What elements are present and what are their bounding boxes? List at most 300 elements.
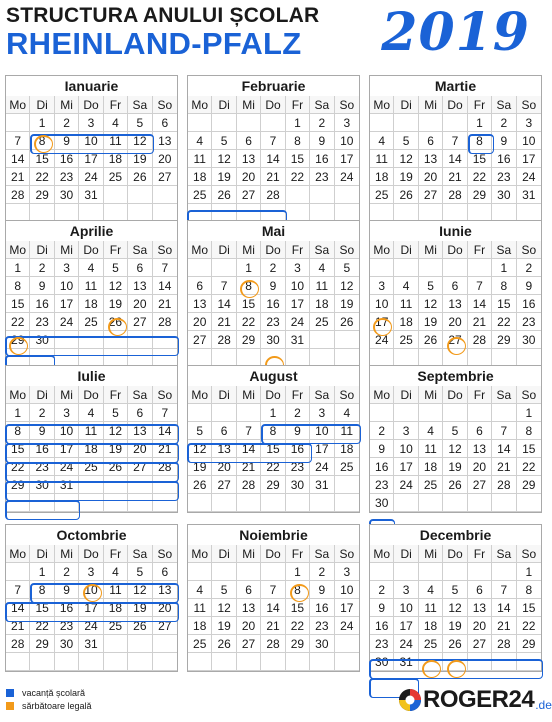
empty-cell <box>419 114 443 132</box>
empty-cell <box>517 653 541 671</box>
weekday-header: Fr <box>468 241 492 259</box>
day-cell: 9 <box>310 581 334 599</box>
day-cell: 4 <box>188 132 212 150</box>
month-martie <box>369 75 542 223</box>
day-cell: 8 <box>30 581 54 599</box>
day-cell: 14 <box>261 150 285 168</box>
empty-cell <box>55 653 79 671</box>
day-cell: 20 <box>237 168 261 186</box>
day-cell: 1 <box>237 259 261 277</box>
day-cell: 24 <box>79 168 103 186</box>
empty-cell <box>128 635 152 653</box>
day-cell: 2 <box>370 422 394 440</box>
day-cell: 14 <box>153 422 177 440</box>
empty-cell <box>212 494 236 512</box>
day-cell: 26 <box>104 458 128 476</box>
day-cell: 10 <box>335 132 359 150</box>
empty-cell <box>153 494 177 512</box>
weekday-header: Do <box>79 545 103 563</box>
weekday-header: Sa <box>128 96 152 114</box>
day-cell: 7 <box>492 422 516 440</box>
empty-cell <box>212 114 236 132</box>
page-title: STRUCTURA ANULUI ȘCOLAR <box>6 4 320 27</box>
day-cell: 6 <box>188 277 212 295</box>
day-cell: 4 <box>394 277 418 295</box>
day-cell: 23 <box>261 313 285 331</box>
weekday-header: Mo <box>370 386 394 404</box>
day-cell: 14 <box>6 599 30 617</box>
empty-cell <box>394 259 418 277</box>
empty-cell <box>335 476 359 494</box>
day-cell: 2 <box>310 114 334 132</box>
month-grid <box>6 545 177 671</box>
day-cell: 16 <box>30 295 54 313</box>
weekday-header: Sa <box>310 241 334 259</box>
weekday-header: Mo <box>188 241 212 259</box>
weekday-header: Mi <box>419 241 443 259</box>
empty-cell <box>55 494 79 512</box>
day-cell: 2 <box>310 563 334 581</box>
day-cell: 12 <box>212 150 236 168</box>
weekday-header: Fr <box>104 545 128 563</box>
empty-cell <box>6 653 30 671</box>
weekday-header: Do <box>443 545 467 563</box>
day-cell: 1 <box>492 259 516 277</box>
day-cell: 14 <box>237 440 261 458</box>
day-cell: 16 <box>492 150 516 168</box>
day-cell: 23 <box>370 476 394 494</box>
day-cell: 15 <box>6 440 30 458</box>
empty-cell <box>237 404 261 422</box>
empty-cell <box>443 114 467 132</box>
day-cell: 14 <box>261 599 285 617</box>
globe-logo-icon <box>398 688 422 712</box>
day-cell: 24 <box>517 168 541 186</box>
month-name: Februarie <box>241 78 306 94</box>
day-cell: 26 <box>443 635 467 653</box>
month-name: Iulie <box>77 368 106 384</box>
empty-cell <box>153 635 177 653</box>
day-cell: 20 <box>237 617 261 635</box>
day-cell: 28 <box>492 476 516 494</box>
day-cell: 27 <box>237 186 261 204</box>
day-cell: 24 <box>335 168 359 186</box>
day-cell: 20 <box>153 599 177 617</box>
weekday-header: Mi <box>237 241 261 259</box>
day-cell: 30 <box>55 186 79 204</box>
day-cell: 7 <box>443 132 467 150</box>
weekday-header: Fr <box>468 386 492 404</box>
day-cell: 3 <box>335 563 359 581</box>
day-cell: 17 <box>370 313 394 331</box>
day-cell: 9 <box>30 422 54 440</box>
empty-cell <box>212 563 236 581</box>
empty-cell <box>517 494 541 512</box>
weekday-header: Mi <box>55 96 79 114</box>
day-cell: 19 <box>188 458 212 476</box>
day-cell: 21 <box>492 458 516 476</box>
day-cell: 17 <box>55 295 79 313</box>
day-cell: 25 <box>370 186 394 204</box>
weekday-header: Di <box>212 241 236 259</box>
day-cell: 12 <box>443 599 467 617</box>
empty-cell <box>79 494 103 512</box>
day-cell: 30 <box>30 476 54 494</box>
empty-cell <box>335 186 359 204</box>
day-cell: 7 <box>153 259 177 277</box>
weekday-header: So <box>335 241 359 259</box>
empty-cell <box>128 653 152 671</box>
weekday-header: So <box>153 545 177 563</box>
day-cell: 11 <box>419 599 443 617</box>
month-aprilie <box>5 220 178 368</box>
day-cell: 21 <box>237 458 261 476</box>
day-cell: 8 <box>517 581 541 599</box>
day-cell: 29 <box>30 186 54 204</box>
weekday-header: Sa <box>492 545 516 563</box>
empty-cell <box>128 186 152 204</box>
empty-cell <box>188 114 212 132</box>
day-cell: 9 <box>492 132 516 150</box>
day-cell: 29 <box>261 476 285 494</box>
day-cell: 22 <box>492 313 516 331</box>
day-cell: 19 <box>212 617 236 635</box>
day-cell: 15 <box>261 440 285 458</box>
day-cell: 4 <box>79 404 103 422</box>
day-cell: 8 <box>237 277 261 295</box>
day-cell: 20 <box>468 458 492 476</box>
day-cell: 2 <box>30 259 54 277</box>
empty-cell <box>212 404 236 422</box>
day-cell: 17 <box>286 295 310 313</box>
day-cell: 12 <box>443 440 467 458</box>
day-cell: 11 <box>188 599 212 617</box>
empty-cell <box>188 563 212 581</box>
day-cell: 15 <box>30 150 54 168</box>
day-cell: 26 <box>212 635 236 653</box>
day-cell: 31 <box>55 476 79 494</box>
day-cell: 2 <box>286 404 310 422</box>
day-cell: 18 <box>79 440 103 458</box>
day-cell: 16 <box>310 599 334 617</box>
day-cell: 15 <box>286 599 310 617</box>
day-cell: 24 <box>335 617 359 635</box>
empty-cell <box>370 404 394 422</box>
empty-cell <box>261 563 285 581</box>
day-cell: 7 <box>6 581 30 599</box>
day-cell: 27 <box>128 313 152 331</box>
day-cell: 10 <box>310 422 334 440</box>
legend-item-holiday <box>6 699 92 712</box>
empty-cell <box>394 563 418 581</box>
empty-cell <box>394 494 418 512</box>
day-cell: 2 <box>30 404 54 422</box>
day-cell: 8 <box>468 132 492 150</box>
empty-cell <box>212 259 236 277</box>
weekday-header: Fr <box>286 241 310 259</box>
month-iulie <box>5 365 178 513</box>
weekday-header: Mi <box>419 545 443 563</box>
day-cell: 24 <box>286 313 310 331</box>
empty-cell <box>261 494 285 512</box>
month-name: Octombrie <box>56 527 127 543</box>
day-cell: 16 <box>310 150 334 168</box>
day-cell: 10 <box>79 132 103 150</box>
day-cell: 18 <box>419 617 443 635</box>
day-cell: 6 <box>419 132 443 150</box>
day-cell: 30 <box>261 331 285 349</box>
day-cell: 13 <box>468 599 492 617</box>
empty-cell <box>188 259 212 277</box>
weekday-header: Di <box>30 96 54 114</box>
year-label: 2019 <box>381 2 530 63</box>
month-grid <box>6 241 177 367</box>
day-cell: 16 <box>55 150 79 168</box>
weekday-header: Mo <box>188 96 212 114</box>
day-cell: 16 <box>30 440 54 458</box>
empty-cell <box>443 653 467 671</box>
weekday-header: Mo <box>6 386 30 404</box>
day-cell: 21 <box>153 440 177 458</box>
day-cell: 1 <box>6 259 30 277</box>
weekday-header: So <box>335 96 359 114</box>
day-cell: 13 <box>443 295 467 313</box>
day-cell: 7 <box>492 581 516 599</box>
day-cell: 29 <box>6 331 30 349</box>
day-cell: 19 <box>394 168 418 186</box>
day-cell: 14 <box>212 295 236 313</box>
day-cell: 3 <box>394 581 418 599</box>
day-cell: 29 <box>468 186 492 204</box>
empty-cell <box>79 476 103 494</box>
day-cell: 29 <box>517 635 541 653</box>
day-cell: 8 <box>6 422 30 440</box>
empty-cell <box>6 114 30 132</box>
day-cell: 25 <box>419 476 443 494</box>
weekday-header: Mi <box>55 386 79 404</box>
empty-cell <box>104 331 128 349</box>
day-cell: 3 <box>286 259 310 277</box>
day-cell: 22 <box>468 168 492 186</box>
empty-cell <box>370 563 394 581</box>
day-cell: 23 <box>310 617 334 635</box>
day-cell: 9 <box>370 599 394 617</box>
day-cell: 14 <box>153 277 177 295</box>
empty-cell <box>153 653 177 671</box>
day-cell: 27 <box>153 168 177 186</box>
empty-cell <box>6 563 30 581</box>
weekday-header: Mo <box>370 241 394 259</box>
day-cell: 14 <box>468 295 492 313</box>
day-cell: 2 <box>261 259 285 277</box>
empty-cell <box>237 653 261 671</box>
day-cell: 31 <box>286 331 310 349</box>
day-cell: 13 <box>188 295 212 313</box>
day-cell: 10 <box>335 581 359 599</box>
day-cell: 12 <box>212 599 236 617</box>
empty-cell <box>468 563 492 581</box>
empty-cell <box>468 494 492 512</box>
day-cell: 28 <box>153 313 177 331</box>
day-cell: 30 <box>310 635 334 653</box>
empty-cell <box>104 494 128 512</box>
weekday-header: Mi <box>55 241 79 259</box>
empty-cell <box>335 494 359 512</box>
day-cell: 9 <box>261 277 285 295</box>
day-cell: 30 <box>517 331 541 349</box>
day-cell: 30 <box>492 186 516 204</box>
day-cell: 20 <box>128 295 152 313</box>
day-cell: 21 <box>261 168 285 186</box>
empty-cell <box>30 653 54 671</box>
day-cell: 24 <box>394 635 418 653</box>
day-cell: 29 <box>237 331 261 349</box>
weekday-header: So <box>335 545 359 563</box>
month-grid <box>188 96 359 222</box>
day-cell: 16 <box>55 599 79 617</box>
day-cell: 21 <box>6 617 30 635</box>
day-cell: 10 <box>370 295 394 313</box>
day-cell: 14 <box>492 599 516 617</box>
day-cell: 20 <box>188 313 212 331</box>
weekday-header: Di <box>212 386 236 404</box>
weekday-header: Di <box>30 545 54 563</box>
empty-cell <box>443 494 467 512</box>
day-cell: 3 <box>79 114 103 132</box>
day-cell: 20 <box>468 617 492 635</box>
day-cell: 1 <box>30 563 54 581</box>
day-cell: 20 <box>212 458 236 476</box>
holiday-swatch <box>6 702 14 710</box>
day-cell: 19 <box>104 295 128 313</box>
day-cell: 30 <box>30 331 54 349</box>
empty-cell <box>468 404 492 422</box>
weekday-header: Sa <box>128 241 152 259</box>
empty-cell <box>310 186 334 204</box>
day-cell: 26 <box>188 476 212 494</box>
day-cell: 7 <box>261 581 285 599</box>
day-cell: 10 <box>394 599 418 617</box>
day-cell: 5 <box>419 277 443 295</box>
weekday-header: Fr <box>286 545 310 563</box>
empty-cell <box>79 331 103 349</box>
empty-cell <box>419 404 443 422</box>
day-cell: 27 <box>153 617 177 635</box>
day-cell: 3 <box>517 114 541 132</box>
day-cell: 15 <box>30 599 54 617</box>
weekday-header: Fr <box>104 386 128 404</box>
day-cell: 30 <box>370 653 394 671</box>
day-cell: 2 <box>517 259 541 277</box>
weekday-header: Do <box>261 241 285 259</box>
legend-holiday-label: sărbătoare legală <box>22 700 92 711</box>
day-cell: 16 <box>517 295 541 313</box>
day-cell: 13 <box>153 581 177 599</box>
day-cell: 23 <box>286 458 310 476</box>
day-cell: 21 <box>153 295 177 313</box>
day-cell: 13 <box>128 277 152 295</box>
weekday-header: Mo <box>370 96 394 114</box>
weekday-header: Mi <box>237 386 261 404</box>
weekday-header: Do <box>443 96 467 114</box>
day-cell: 19 <box>419 313 443 331</box>
day-cell: 7 <box>261 132 285 150</box>
empty-cell <box>104 476 128 494</box>
day-cell: 1 <box>261 404 285 422</box>
day-cell: 16 <box>286 440 310 458</box>
empty-cell <box>443 404 467 422</box>
day-cell: 5 <box>104 404 128 422</box>
day-cell: 23 <box>55 168 79 186</box>
day-cell: 28 <box>261 186 285 204</box>
day-cell: 16 <box>370 617 394 635</box>
day-cell: 23 <box>30 458 54 476</box>
weekday-header: Sa <box>492 241 516 259</box>
day-cell: 21 <box>261 617 285 635</box>
day-cell: 31 <box>394 653 418 671</box>
day-cell: 29 <box>492 331 516 349</box>
day-cell: 11 <box>394 295 418 313</box>
weekday-header: Fr <box>286 386 310 404</box>
day-cell: 28 <box>153 458 177 476</box>
day-cell: 6 <box>237 132 261 150</box>
page-subtitle: RHEINLAND-PFALZ <box>6 26 302 61</box>
day-cell: 25 <box>104 168 128 186</box>
empty-cell <box>153 186 177 204</box>
day-cell: 9 <box>310 132 334 150</box>
weekday-header: Fr <box>286 96 310 114</box>
empty-cell <box>128 494 152 512</box>
day-cell: 13 <box>419 150 443 168</box>
weekday-header: Do <box>79 386 103 404</box>
day-cell: 26 <box>128 168 152 186</box>
day-cell: 17 <box>79 599 103 617</box>
day-cell: 18 <box>310 295 334 313</box>
weekday-header: Di <box>394 386 418 404</box>
day-cell: 25 <box>394 331 418 349</box>
day-cell: 3 <box>310 404 334 422</box>
day-cell: 16 <box>370 458 394 476</box>
day-cell: 19 <box>335 295 359 313</box>
weekday-header: Do <box>443 241 467 259</box>
empty-cell <box>370 259 394 277</box>
empty-cell <box>286 494 310 512</box>
weekday-header: Do <box>79 96 103 114</box>
day-cell: 28 <box>212 331 236 349</box>
day-cell: 11 <box>370 150 394 168</box>
day-cell: 3 <box>394 422 418 440</box>
day-cell: 7 <box>468 277 492 295</box>
month-mai <box>187 220 360 368</box>
day-cell: 10 <box>55 422 79 440</box>
day-cell: 20 <box>153 150 177 168</box>
weekday-header: So <box>153 241 177 259</box>
day-cell: 18 <box>104 150 128 168</box>
day-cell: 11 <box>79 277 103 295</box>
weekday-header: Fr <box>104 96 128 114</box>
day-cell: 29 <box>517 476 541 494</box>
weekday-header: Do <box>261 545 285 563</box>
day-cell: 19 <box>443 458 467 476</box>
day-cell: 31 <box>310 476 334 494</box>
month-iunie <box>369 220 542 368</box>
day-cell: 18 <box>79 295 103 313</box>
month-grid <box>188 545 359 671</box>
day-cell: 3 <box>370 277 394 295</box>
month-decembrie <box>369 524 542 672</box>
month-grid <box>6 386 177 512</box>
day-cell: 27 <box>237 635 261 653</box>
